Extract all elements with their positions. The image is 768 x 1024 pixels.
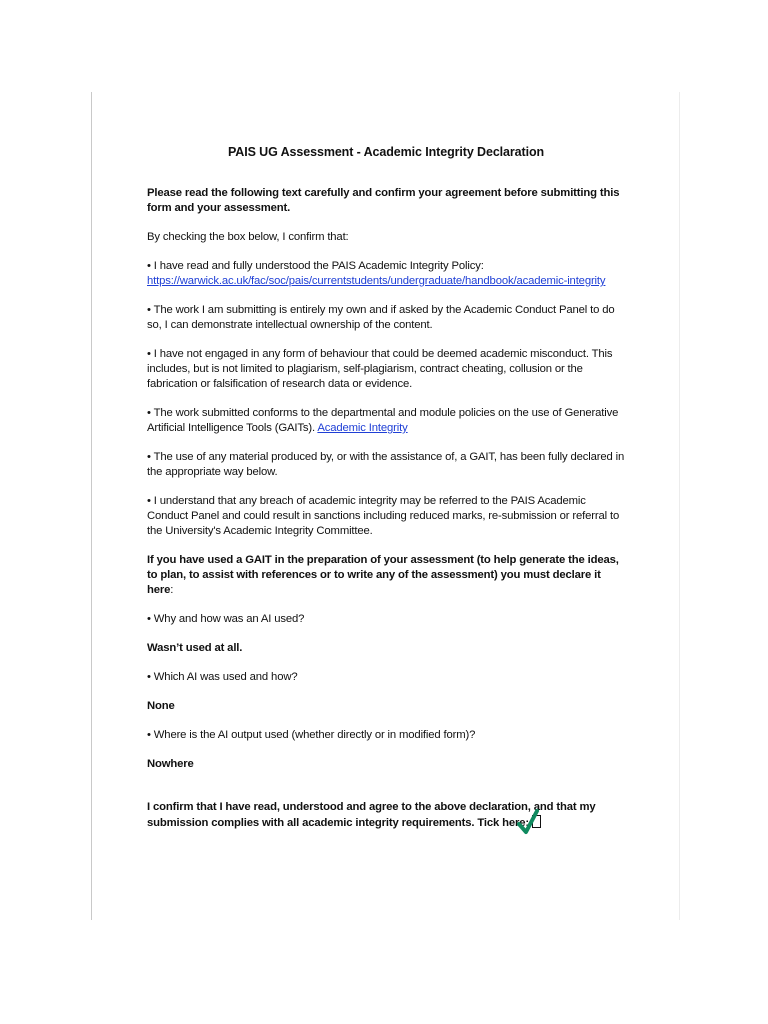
page-title: PAIS UG Assessment - Academic Integrity Declaration: [227, 145, 545, 159]
gait-declared-item: • The use of any material produced by, or with the assistance of, a GAIT, has been fully declared in the appropriate way below.: [147, 451, 625, 478]
confirmation-statement: [147, 800, 625, 831]
answer-where[interactable]: Nowhere: [147, 758, 194, 770]
gait-heading-text: If you have used a GAIT in the preparation of your assessment (to help generate the ideas, to plan, to assist with references or to write any of the assessment) you must declare it here: [147, 554, 619, 596]
question-why: • Why and how was an AI used?: [147, 613, 305, 625]
document-page: [91, 92, 680, 920]
misconduct-item: • I have not engaged in any form of behaviour that could be deemed academic misconduct. This includes, but is not limited to plagiarism, self-plagiarism, contract cheating, collusion or the fabrication or falsification of research data or evidence.: [147, 348, 613, 390]
intro-text: By checking the box below, I confirm that:: [147, 231, 349, 243]
gait-heading: [147, 553, 625, 598]
breach-item: [147, 494, 625, 539]
policies-item-text: • The work submitted conforms to the departmental and module policies on the use of Generative Artificial Intelligence Tools (GAITs).: [147, 407, 619, 434]
question-where: • Where is the AI output used (whether directly or in modified form)?: [147, 729, 476, 741]
policy-item: [147, 259, 625, 289]
question-which: • Which AI was used and how?: [147, 671, 298, 683]
policy-link[interactable]: https://warwick.ac.uk/fac/soc/pais/currentstudents/undergraduate/handbook/academic-integrity: [147, 275, 606, 287]
checkmark-icon: [517, 808, 539, 836]
breach-item-text: • I understand that any breach of academic integrity may be referred to the PAIS Academic Conduct Panel and could result in sanctions including reduced marks, re-submission or referral to the University's Academic Integrity Committee.: [147, 495, 620, 537]
answer-which[interactable]: None: [147, 700, 175, 712]
confirmation-text: I confirm that I have read, understood and agree to the above declaration, and that my submission complies with all academic integrity requirements. Tick here:: [147, 801, 596, 829]
policies-item: [147, 406, 625, 436]
academic-integrity-link[interactable]: Academic Integrity: [317, 422, 408, 434]
answer-why[interactable]: Wasn’t used at all.: [147, 642, 243, 654]
gait-heading-colon: :: [170, 584, 174, 596]
own-work-item: • The work I am submitting is entirely my own and if asked by the Academic Conduct Panel to do so, I can demonstrate intellectual ownership of the content.: [147, 304, 615, 331]
intro-instruction: Please read the following text carefully and confirm your agreement before submitting this form and your assessment.: [147, 187, 620, 214]
declaration-content: [147, 144, 625, 845]
policy-item-text: • I have read and fully understood the PAIS Academic Integrity Policy:: [147, 260, 484, 272]
